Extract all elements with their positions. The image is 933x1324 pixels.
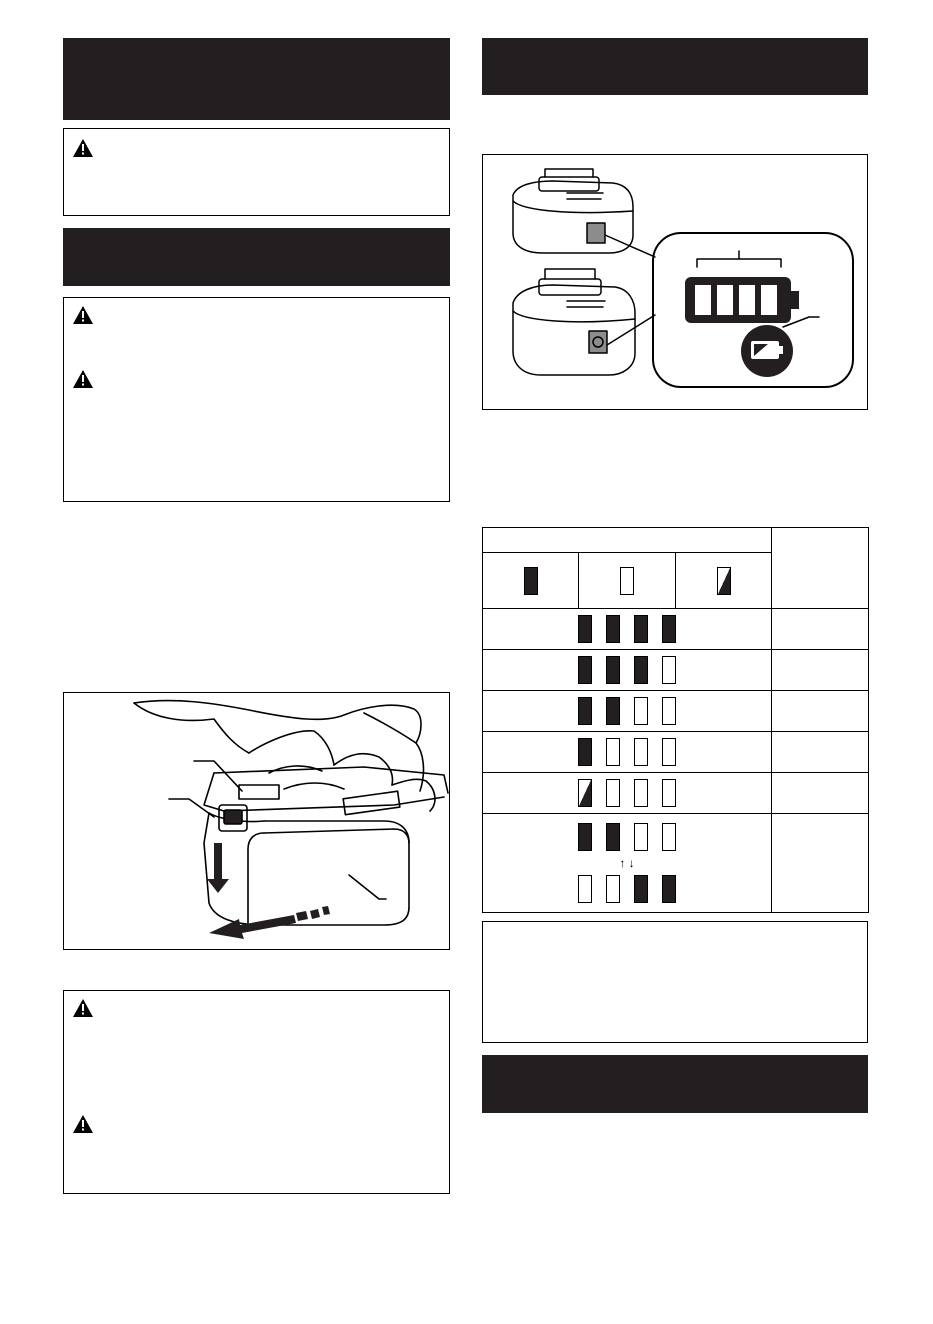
note-box bbox=[482, 921, 868, 1043]
battery-level-table bbox=[482, 527, 869, 913]
lit-header-cell bbox=[483, 528, 772, 553]
warning-box bbox=[63, 128, 450, 216]
section-header-bar bbox=[482, 38, 868, 95]
lamp-off-icon bbox=[620, 567, 634, 595]
warning-icon bbox=[73, 1115, 93, 1133]
lamp-on-icon bbox=[524, 567, 538, 595]
battery-removal-figure bbox=[63, 692, 450, 950]
table-row bbox=[483, 732, 869, 773]
battery-indicator-illustration bbox=[483, 155, 867, 409]
warning-icon bbox=[73, 370, 93, 388]
legend-off-cell bbox=[579, 553, 676, 609]
warning-box bbox=[63, 297, 450, 502]
section-header-bar bbox=[63, 228, 450, 286]
alternating-arrows: ↑ ↓ bbox=[619, 856, 635, 870]
arrow-down-icon bbox=[207, 843, 229, 893]
lamp-blink-icon bbox=[717, 567, 731, 595]
legend-on-cell bbox=[483, 553, 579, 609]
section-header-bar bbox=[482, 1055, 868, 1113]
table-row bbox=[483, 814, 869, 913]
battery-indicator-figure bbox=[482, 154, 868, 410]
warning-icon bbox=[73, 999, 93, 1017]
table-row bbox=[483, 691, 869, 732]
arrow-left-icon bbox=[209, 906, 330, 939]
section-header-bar bbox=[63, 38, 450, 120]
warning-box bbox=[63, 990, 450, 1194]
table-row bbox=[483, 773, 869, 814]
warning-icon bbox=[73, 139, 93, 157]
table-header-row bbox=[483, 528, 869, 553]
table-row bbox=[483, 609, 869, 650]
remaining-header-cell bbox=[772, 528, 869, 609]
warning-icon bbox=[73, 306, 93, 324]
battery-removal-illustration bbox=[64, 693, 449, 949]
legend-blink-cell bbox=[676, 553, 772, 609]
table-row bbox=[483, 650, 869, 691]
